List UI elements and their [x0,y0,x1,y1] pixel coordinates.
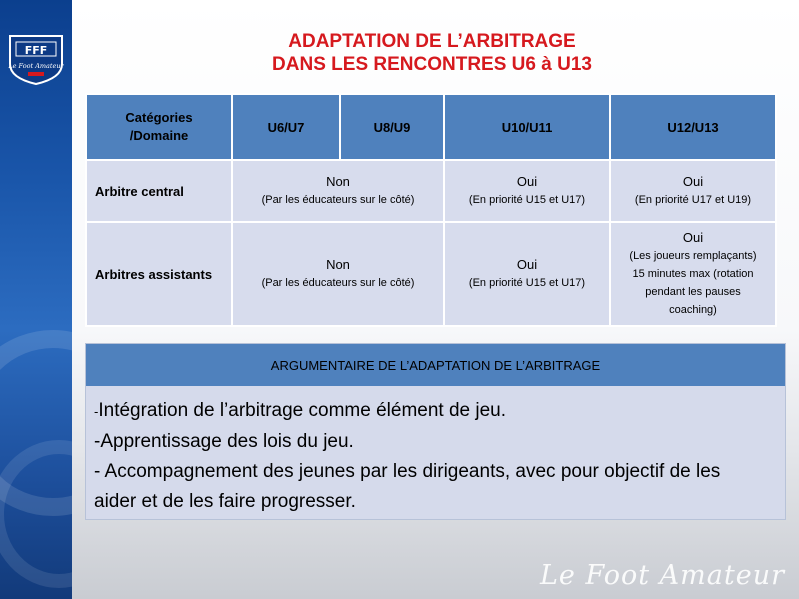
side-band [0,0,72,599]
list-item: -Intégration de l’arbitrage comme élément de jeu. [94,400,507,421]
cell-u12-u13: Oui (Les joueurs remplaçants) 15 minutes max (rotation pendant les pauses coaching) [610,222,776,326]
argumentaire-box [85,343,786,520]
list-item: - Accompagnement des jeunes par les dirigeants, avec pour objectif de les [94,461,721,482]
title-line-1: ADAPTATION DE L’ARBITRAGE [288,31,576,52]
refereeing-table [85,93,777,327]
argumentaire-list [86,386,785,517]
argumentaire-heading: ARGUMENTAIRE DE L’ADAPTATION DE L’ARBITRAGE [86,344,785,386]
header-u10-u11: U10/U11 [444,94,610,160]
header-category: Catégories /Domaine [86,94,232,160]
footer-brand: Le Foot Amateur [539,560,785,591]
cell-u10-u11: Oui (En priorité U15 et U17) [444,160,610,222]
decorative-swirl [0,440,72,588]
header-u12-u13: U12/U13 [610,94,776,160]
svg-text:FFF: FFF [24,44,48,57]
row-label: Arbitre central [86,160,232,222]
table-row [86,222,776,326]
cell-u6-u9: Non (Par les éducateurs sur le côté) [232,160,444,222]
title-line-2: DANS LES RENCONTRES U6 à U13 [272,54,592,75]
fff-logo-icon [6,30,66,86]
cell-u12-u13: Oui (En priorité U17 et U19) [610,160,776,222]
list-item: -Apprentissage des lois du jeu. [94,431,354,452]
row-label: Arbitres assistants [86,222,232,326]
cell-u10-u11: Oui (En priorité U15 et U17) [444,222,610,326]
svg-text:Le Foot Amateur: Le Foot Amateur [8,62,64,70]
table-header-row [86,94,776,160]
header-u8-u9: U8/U9 [340,94,444,160]
list-item-continuation: aider et de les faire progresser. [94,491,356,512]
cell-u6-u9: Non (Par les éducateurs sur le côté) [232,222,444,326]
table-row [86,160,776,222]
header-u6-u7: U6/U7 [232,94,340,160]
